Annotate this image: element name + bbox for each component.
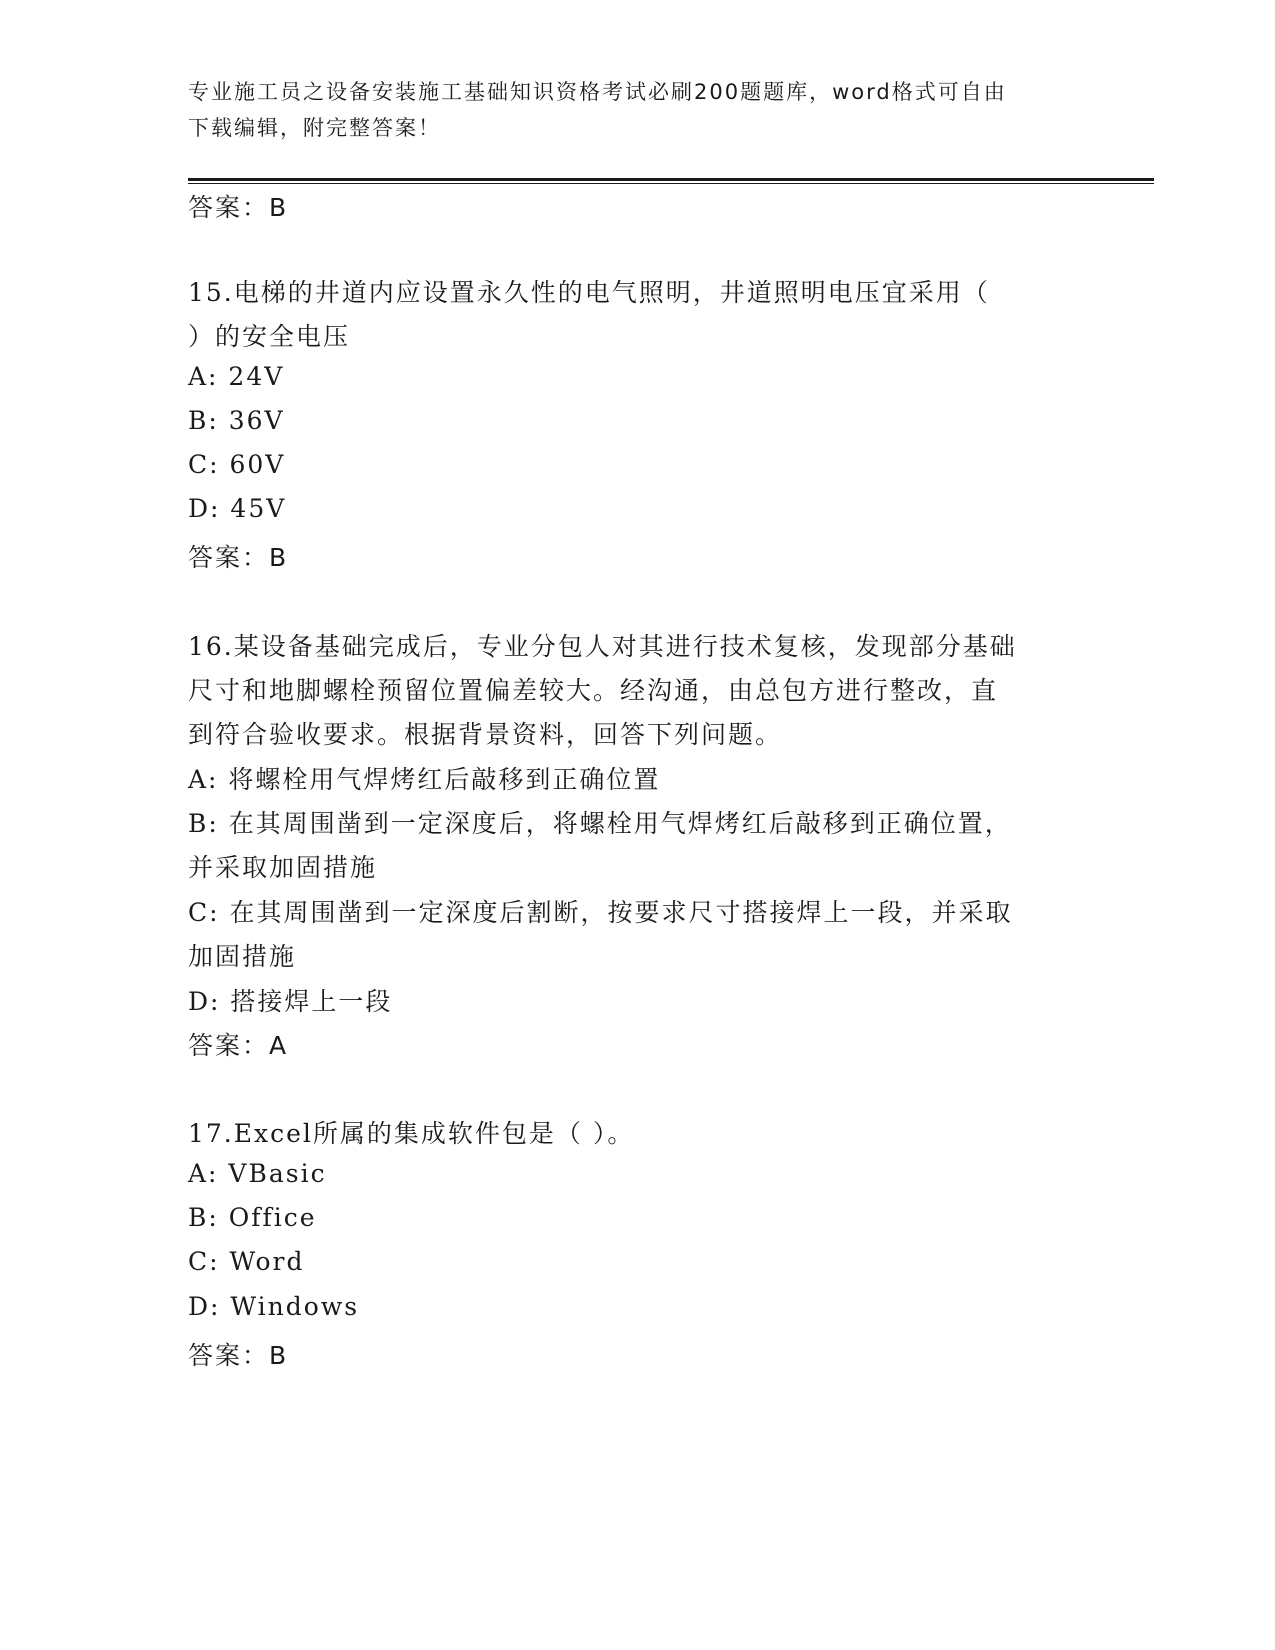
header-line-1: 专业施工员之设备安装施工基础知识资格考试必刷200题题库，word格式可自由 (188, 80, 1007, 104)
question-16-answer: 答案：A (188, 1031, 289, 1060)
question-16-option-c-line-2: 加固措施 (188, 942, 297, 971)
header-rule-thin (188, 183, 1154, 184)
header-rule-thick (188, 178, 1154, 181)
question-15-text-line-2: ）的安全电压 (188, 322, 351, 351)
question-16-option-b-line-1: B: 在其周围凿到一定深度后，将螺栓用气焊烤红后敲移到正确位置， (188, 809, 1012, 838)
question-15-option-c: C: 60V (188, 450, 286, 479)
question-16-text-line-1: 16.某设备基础完成后，专业分包人对其进行技术复核，发现部分基础 (188, 632, 1017, 661)
question-15-option-d: D: 45V (188, 494, 287, 523)
question-16-option-a: A: 将螺栓用气焊烤红后敲移到正确位置 (188, 765, 661, 794)
header-line-2: 下载编辑，附完整答案！ (188, 116, 441, 140)
document-header (188, 74, 1068, 146)
question-16-option-b-line-2: 并采取加固措施 (188, 853, 378, 882)
question-17-answer: 答案：B (188, 1341, 289, 1370)
question-17-option-b: B: Office (188, 1203, 317, 1232)
previous-answer: 答案：B (188, 193, 289, 222)
question-16-text-line-3: 到符合验收要求。根据背景资料，回答下列问题。 (188, 720, 783, 749)
question-16-text-line-2: 尺寸和地脚螺栓预留位置偏差较大。经沟通，由总包方进行整改，直 (188, 676, 999, 705)
question-17-option-a: A: VBasic (188, 1159, 327, 1188)
question-15-answer: 答案：B (188, 543, 289, 572)
question-15-option-a: A: 24V (188, 362, 285, 391)
question-17-option-c: C: Word (188, 1247, 305, 1276)
question-17-option-d: D: Windows (188, 1292, 360, 1321)
question-17-text-line-1: 17.Excel所属的集成软件包是（ ）。 (188, 1119, 635, 1148)
question-15-option-b: B: 36V (188, 406, 285, 435)
question-16-option-d: D: 搭接焊上一段 (188, 987, 393, 1016)
question-16-option-c-line-1: C: 在其周围凿到一定深度后割断，按要求尺寸搭接焊上一段，并采取 (188, 898, 1013, 927)
question-15-text-line-1: 15.电梯的井道内应设置永久性的电气照明，井道照明电压宜采用（ (188, 278, 990, 307)
